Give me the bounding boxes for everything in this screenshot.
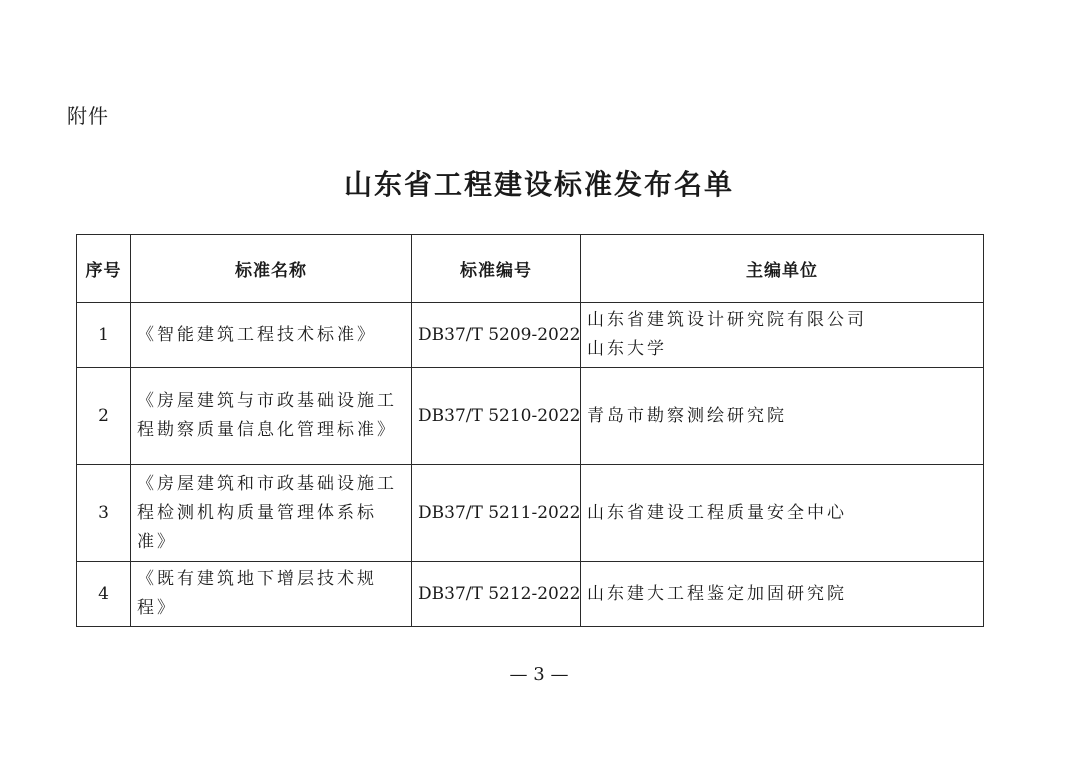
row-standard-name: 《智能建筑工程技术标准》 (131, 303, 412, 368)
row-serial-number: 2 (77, 368, 131, 465)
row-standard-code: DB37/T 5212-2022 (412, 562, 581, 627)
document-title: 山东省工程建设标准发布名单 (343, 168, 734, 201)
row-chief-editor-unit (581, 368, 984, 465)
standards-table (76, 234, 984, 627)
row-standard-code: DB37/T 5210-2022 (412, 368, 581, 465)
row-chief-editor-unit (581, 465, 984, 562)
row-serial-number: 4 (77, 562, 131, 627)
row-serial-number: 3 (77, 465, 131, 562)
row-chief-editor-unit (581, 562, 984, 627)
attachment-label: 附件 (67, 104, 109, 128)
row-chief-editor-unit (581, 303, 984, 368)
header-standard-code: 标准编号 (412, 235, 581, 303)
header-chief-editor-unit: 主编单位 (581, 235, 984, 303)
unit-line: 青岛市勘察测绘研究院 (587, 405, 787, 426)
unit-line: 山东省建设工程质量安全中心 (587, 502, 847, 523)
header-serial-number: 序号 (77, 235, 131, 303)
page-number: — 3 — (509, 664, 569, 685)
unit-line: 山东大学 (587, 339, 667, 359)
unit-line: 山东建大工程鉴定加固研究院 (587, 583, 847, 604)
table-row (77, 562, 984, 627)
table-header-row (77, 235, 984, 303)
table-row (77, 303, 984, 368)
row-standard-code: DB37/T 5211-2022 (412, 465, 581, 562)
row-standard-name: 《房屋建筑和市政基础设施工程检测机构质量管理体系标准》 (131, 465, 412, 562)
row-standard-code: DB37/T 5209-2022 (412, 303, 581, 368)
table-row (77, 368, 984, 465)
unit-line: 山东省建筑设计研究院有限公司 (587, 310, 867, 330)
row-standard-name: 《房屋建筑与市政基础设施工程勘察质量信息化管理标准》 (131, 368, 412, 465)
header-standard-name: 标准名称 (131, 235, 412, 303)
table-row (77, 465, 984, 562)
row-serial-number: 1 (77, 303, 131, 368)
row-standard-name: 《既有建筑地下增层技术规程》 (131, 562, 412, 627)
